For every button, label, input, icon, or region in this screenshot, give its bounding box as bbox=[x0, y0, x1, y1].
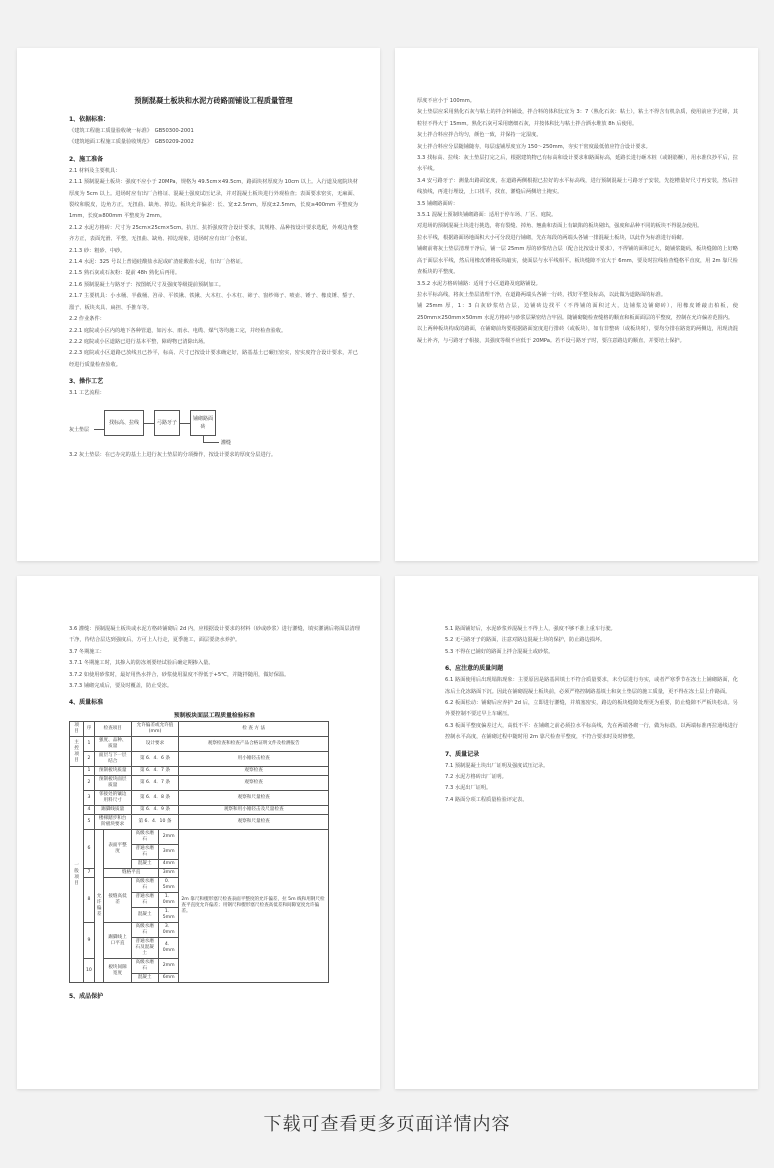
flow-box-curb: 弓路牙子 bbox=[154, 410, 180, 436]
paragraph: 7.4 路面分项工程质量检验评定表。 bbox=[445, 796, 528, 803]
paragraph: 2.2.2 庭院或小区道路已进行基本平整，障碍物已清除出场。 bbox=[69, 338, 209, 345]
paragraph: 2.1 材料及主要机具： bbox=[69, 167, 121, 174]
paragraph: 6.2 板面松动：铺砌后应养护 2d 后，立即进行灌缝，并填塞密实，路边的板块缝隙处理更为重要，防止缝隙不严板块松动。另外要控制不要过早上车碾压。 bbox=[445, 700, 738, 718]
table-cell: 1．0mm bbox=[158, 893, 178, 908]
table-row bbox=[70, 752, 329, 767]
group-label: 允许偏差 bbox=[94, 830, 104, 983]
flow-box-level: 找标高、拉线 bbox=[104, 410, 144, 436]
paragraph: 2.2.1 庭院或小区内的地下各种管道，如污水、雨水、电缆、煤气等均施工完，并经检查验收。 bbox=[69, 327, 287, 334]
table-row bbox=[70, 806, 329, 815]
table-row bbox=[70, 830, 329, 845]
table-cell: 3mm bbox=[158, 869, 178, 878]
section-heading: 3、操作工艺 bbox=[69, 378, 104, 386]
paragraph: 2.1.2 水泥方格砖：尺寸为 25cm×25cm×5cm。抗压、抗折强度符合设计要求，其规格、品种按设计要求选配，外观边角整齐方正，表面光滑、平整，无扭曲、缺角、掉边现象，进场时应有出厂合格证。 bbox=[69, 224, 358, 243]
table-cell: 2 bbox=[84, 776, 95, 791]
flow-start-label: 灰土垫层 bbox=[69, 426, 90, 433]
table-cell: 设计要求 bbox=[131, 737, 179, 752]
table-cell: 观察和尺量检查 bbox=[179, 791, 329, 806]
table-cell: 1 bbox=[84, 767, 95, 776]
table-cell: 高级水磨石 bbox=[131, 923, 158, 938]
paragraph: 3.5.1 混凝土预制块铺砌路面：适用于停车场、厂区、庭院。 bbox=[417, 212, 557, 219]
paragraph: 铺砌前将灰土垫层清理干净后，铺一层 25mm 厚的砂浆结合层（配合比按设计要求），不得铺的面积过大，随铺浆随码，板块缝隙的上好略高于面层水平线，然后用橡皮锤将板块敲实，使面层与水平线相平。板块缝隙不宜大于 6mm，要及时拉线检查缝格平直度，用 2m 靠尺检查板块的平整度。 bbox=[417, 246, 738, 276]
paragraph: 3.2 灰土垫层：在已办完的基土上进行灰土垫层的分项操作，按设计要求的厚度分层进行。 bbox=[69, 451, 277, 458]
table-cell: 观察检查 bbox=[179, 767, 329, 776]
table-cell: 高级水磨石 bbox=[131, 830, 158, 845]
paragraph: 灰土拌合料应拌合均匀，颜色一致，并保持一定湿度。 bbox=[417, 132, 542, 139]
table-cell: 6 bbox=[84, 830, 95, 869]
paragraph: 6.3 板面平整度偏差过大，高低不平：在铺砌之前必须拉水平标高线，先在两端各砌一行，做为标筋，以两端标准再拉通线进行控制水平高度，在铺砌过程中随时用 2m 靠尺检查平整度，不符合要求时及时修整。 bbox=[445, 722, 738, 741]
table-cell: 2 bbox=[84, 752, 95, 767]
table-cell: 普通水磨石 bbox=[131, 893, 158, 908]
paragraph: 2.1.1 预制混凝土板块：强度不应小于 20MPa，规格为 49.5cm×49.5cm，路面块材厚度为 10cm 以上。入行道及庭院块材厚度为 5cm 以上。进场时应有出厂合格证、混凝土强度试压记录，并对混凝土板块进行外观检查；表面要求密实，无麻面、裂纹和脱皮，边角方正，无扭曲、缺角、掉边。板块允许偏差：长、宽±2.5mm，厚度±2.5mm，长度≥400mm 平整度为 1mm，长度≥800mm 平整度为 2mm。 bbox=[69, 179, 358, 220]
table-cell: 10 bbox=[84, 959, 95, 983]
paragraph: 7.1 预制混凝土块出厂证明及强度试压记录。 bbox=[445, 762, 549, 769]
table-cell: 邻接处的镶边用料尺寸 bbox=[94, 791, 131, 806]
table-cell: 0．5mm bbox=[158, 878, 178, 893]
table-cell: 第 6．4．6 条 bbox=[131, 752, 179, 767]
table-cell: 第 6．4．7 条 bbox=[131, 767, 179, 776]
section-heading: 4、质量标准 bbox=[69, 699, 104, 707]
table-cell: 1．5mm bbox=[158, 908, 178, 923]
table-cell: 板块间隙宽度 bbox=[104, 959, 131, 983]
table-row bbox=[70, 776, 329, 791]
paragraph: 3.5 铺砌路面砖： bbox=[417, 200, 459, 207]
paragraph: 2.2.3 庭院或小区道路已放线且已抄平，标高、尺寸已按设计要求确定好，路基基土已碾压密实，密实度符合设计要求，并已经进行质量检查验收。 bbox=[69, 350, 358, 368]
section-heading: 2、施工准备 bbox=[69, 155, 104, 163]
table-cell: 2mm bbox=[158, 959, 178, 974]
table-cell: 7 bbox=[84, 869, 95, 878]
document-page-4 bbox=[395, 576, 758, 1089]
table-cell: 4 bbox=[84, 806, 95, 815]
table-cell: 2m 靠尺和楔形塞尺检查表面平整度的允许偏差，拉 5m 线和用钢尺检查平直度允许偏差；用钢尺和楔形塞尺检查高低差和间隙宽度允许偏差。 bbox=[179, 830, 329, 983]
paragraph: 2.1.3 砂：粗砂、中砂。 bbox=[69, 247, 126, 254]
download-more-link[interactable]: 下载可查看更多页面详情内容 bbox=[263, 1114, 511, 1135]
table-cell: 接缝高低差 bbox=[104, 878, 131, 923]
flow-end-label: 灌缝 bbox=[221, 439, 232, 446]
table-cell: 缝格平直 bbox=[104, 869, 158, 878]
table-cell: 9 bbox=[84, 923, 95, 959]
table-cell: 普通水磨石 bbox=[131, 845, 158, 860]
table-cell: 8 bbox=[84, 878, 95, 923]
table-row bbox=[70, 791, 329, 806]
paragraph: 《建筑地面工程施工质量验收规范》 GB50209-2002 bbox=[69, 139, 194, 146]
table-cell: 5 bbox=[84, 815, 95, 830]
paragraph: 3.7.1 冬期施工时，其掺入的防冻剂要经试验后确定期掺入量。 bbox=[69, 660, 214, 667]
paragraph: 6.1 路面使用后出现塌陷现象：主要原因是路基回填土不符合质量要求，未分层进行夯实，或者严寒季节在冻土上铺砌路面，化冻后土化冻路面下沉。因此在铺砌混凝土板块前，必须严格控制路基填土和灰土垫层的施工质量，更不得在冻土层上作路面。 bbox=[445, 677, 738, 695]
table-cell: 楼梯踏步和台阶板块要求 bbox=[94, 815, 131, 830]
group-label: 主控项目 bbox=[70, 737, 84, 767]
paragraph: 厚度不应小于 100mm。 bbox=[417, 98, 475, 104]
paragraph: 《建筑工程施工质量验收统一标准》 GB50300-2001 bbox=[69, 128, 194, 134]
document-title: 预制混凝土板块和水泥方砖路面铺设工程质量管理 bbox=[134, 96, 293, 105]
paragraph: 灰土垫层应采用熟化石灰与粘土的拌合料铺设，拌合料的体积比宜为 3：7（熟化石灰：粘土），粘土不得含有机杂质，使用前应予过筛，其粒径不得大于 15mm。熟化石灰可采用磨细石灰，并按体积比与粘土拌合洒水堆放 8h 后使用。 bbox=[417, 109, 738, 127]
table-cell: 混凝土 bbox=[131, 974, 158, 983]
table-cell: 3mm bbox=[158, 845, 178, 860]
flow-box-paving: 铺砌路面砖 bbox=[190, 410, 216, 436]
paragraph: 5.3 不得在已铺好的路面上拌合混凝土或砂浆。 bbox=[445, 648, 554, 655]
table-cell: 混凝土 bbox=[131, 860, 158, 869]
table-cell: 踢脚线质量 bbox=[94, 806, 131, 815]
table-cell: 用小锤轻击检查 bbox=[179, 752, 329, 767]
quality-standard-table bbox=[69, 721, 329, 983]
group-label: 一般项目 bbox=[70, 767, 84, 983]
flow-connector bbox=[180, 423, 190, 424]
table-cell: 面层与下一层结合 bbox=[94, 752, 131, 767]
paragraph: 3.3 找标高、拉线：灰土垫层打完之后，根据建筑物已有标高和设计要求和路面标高，延路长进行砸木桩（或钢筋橛），用水准仪抄平后，拉水平线。 bbox=[417, 155, 738, 173]
table-row bbox=[70, 767, 329, 776]
paragraph: 5.2 无弓路牙子的路面，注意对路边混凝土块的保护，防止路边损坏。 bbox=[445, 637, 606, 644]
paragraph: 2.1.4 水泥：325 号以上普通硅酸盐水泥或矿渣硅酸盐水泥，有出厂合格证。 bbox=[69, 259, 246, 266]
paragraph: 3.5.2 水泥方格砖铺路：适用于小区道路及庭路铺设。 bbox=[417, 280, 541, 287]
table-cell: 3 bbox=[84, 791, 95, 806]
flow-connector bbox=[144, 423, 154, 424]
paragraph: 5.1 路面铺好后，水泥砂浆养混凝土不得上人，强度不够不准上重车行驶。 bbox=[445, 626, 616, 632]
table-cell: 高级水磨石 bbox=[131, 878, 158, 893]
table-cell: 混凝土 bbox=[131, 908, 158, 923]
table-cell: 观察和尺量检查 bbox=[179, 815, 329, 830]
table-cell: 高级水磨石 bbox=[131, 959, 158, 974]
paragraph: 7.2 水泥方格砖出厂证明。 bbox=[445, 774, 507, 781]
table-row bbox=[70, 737, 329, 752]
table-header: 检 查 方 法 bbox=[179, 722, 329, 737]
paragraph: 以上两种板块构成的路面，在铺砌前均要根据路面宽度进行排砖（或板块），如有非整砖（或板块时），要均分排在路宽的两侧边，用现浇混凝土补齐，与弓路牙子相接，其强度等级不应低于 20MPa。若不设弓路牙子时，要注意路边的顺直，并要培土保护。 bbox=[417, 326, 738, 344]
table-cell: 第 6．4．7 条 bbox=[131, 776, 179, 791]
table-cell: 4．0mm bbox=[158, 938, 178, 959]
section-heading: 7、质量记录 bbox=[445, 750, 480, 758]
flow-connector bbox=[94, 429, 104, 430]
table-cell: 1 bbox=[84, 737, 95, 752]
paragraph: 2.2 作业条件： bbox=[69, 316, 105, 323]
paragraph: 3.6 灌缝：预制混凝土板块或水泥方格砖铺砌后 2d 内，应根据设计要求的材料（砂或砂浆）进行灌缝，填实灌满后将面层清理干净，待结合层达到强度后，方可上人行走，夏季施工，面层要浇水养护。 bbox=[69, 626, 360, 644]
table-header: 检查项目 bbox=[94, 722, 131, 737]
section-heading: 5、成品保护 bbox=[69, 993, 104, 1001]
table-cell: 强度、品种、质量 bbox=[94, 737, 131, 752]
table-cell: 3．0mm bbox=[158, 923, 178, 938]
table-cell: 第 6．4．9 条 bbox=[131, 806, 179, 815]
paragraph: 拉水平线，根据路面场地面积大小可分段进行铺砌，先在每段的两端头各铺一排混凝土板块，以此作为标准进行码砌。 bbox=[417, 234, 687, 241]
paragraph: 对进场的预制混凝土块进行挑选，将有裂缝、掉角、翘曲和表面上有缺陷的板块剔出，强度和品种不同的板块不得混杂使用。 bbox=[417, 223, 703, 230]
document-page-3 bbox=[17, 576, 380, 1089]
section-heading: 6、应注意的质量问题 bbox=[445, 665, 504, 673]
table-cell: 预制板块质量 bbox=[94, 767, 131, 776]
paragraph: 2.1.6 预制混凝土与路牙子：按图纸尺寸及强度等级提前预制加工。 bbox=[69, 281, 224, 288]
table-cell: 普通水磨石及混凝土 bbox=[131, 938, 158, 959]
paragraph: 2.1.7 主要机具：小水桶、半截桶、笤帚、平铁锹、铁锹、大木杠、小木杠、筛子、窗纱筛子、喷壶、锤子、橡皮锤、錾子、溜子、板块夹具、扁担、手推车等。 bbox=[69, 293, 358, 311]
table-cell: 观察检查和检查产品合格证明文件及检测报告 bbox=[179, 737, 329, 752]
flow-connector bbox=[203, 442, 219, 443]
table-cell: 6mm bbox=[158, 974, 178, 983]
table-header: 项目 bbox=[70, 722, 84, 737]
paragraph: 3.7 冬期施工： bbox=[69, 648, 105, 655]
document-page-2 bbox=[395, 48, 758, 561]
process-flow-diagram bbox=[69, 404, 358, 444]
table-title: 预制板块面层工程质量检验标准 bbox=[173, 713, 256, 720]
table-cell: 2mm bbox=[158, 830, 178, 845]
paragraph: 7.3 水泥出厂证明。 bbox=[445, 785, 492, 792]
table-cell: 观察检查 bbox=[179, 776, 329, 791]
paragraph: 拉水平标高线，将灰土垫层清理干净，在道路两端头各铺一行砖，找好平整及标高，以此做为道路面的标准。 bbox=[417, 291, 667, 298]
paragraph: 灰土拌合料应分层随铺随夯，每层虚铺厚度宜为 150～250mm，夯实干密度最低值应符合设计要求。 bbox=[417, 143, 651, 150]
table-cell: 4mm bbox=[158, 860, 178, 869]
table-cell: 预制板块面层质量 bbox=[94, 776, 131, 791]
table-header: 序 bbox=[84, 722, 95, 737]
table-row bbox=[70, 815, 329, 830]
paragraph: 3.4 安弓路牙子：测量出路面宽度，在道路两侧根据已拉好的水平标高线，进行预制混凝土弓路牙子安装，先挖槽量好尺寸再安装，然后挂线放线，再进行埋设，上口找平，找直，灌缝后两侧培土掩实。 bbox=[417, 177, 738, 196]
paragraph: 2.1.5 熟石灰或石灰粉：提前 48h 熟化后再用。 bbox=[69, 270, 181, 277]
paragraph: 3.7.3 铺砌完成后，要及时覆盖，防止受冻。 bbox=[69, 683, 173, 690]
table-cell: 第 6．4．10 条 bbox=[131, 815, 179, 830]
table-header-row bbox=[70, 722, 329, 737]
table-cell: 第 6．4．8 条 bbox=[131, 791, 179, 806]
paragraph: 3.7.2 如使用砂浆时，最好用热水拌合，砂浆使用温度不得低于+5℃，并随拌随用，做好保温。 bbox=[69, 671, 290, 678]
paragraph: 铺 25mm 厚，1：3 白灰砂浆结合层，边铺砖边找平（不得铺的面积过大，边铺浆边铺砌砖），用橡皮锤敲击柏板，使 250mm×250mm×50mm 水泥方格砖与砂浆层紧密结合牢固。随铺砌随检查缝格的顺直和板面面层的平整度，控制在允许偏差范围内。 bbox=[417, 303, 738, 321]
paragraph: 3.1 工艺流程： bbox=[69, 390, 105, 397]
table-cell: 观察和用小锤轻击及尺量检查 bbox=[179, 806, 329, 815]
table-cell: 踢脚线上口平直 bbox=[104, 923, 131, 959]
section-heading: 1、依据标准： bbox=[69, 116, 110, 123]
document-page-1 bbox=[17, 48, 380, 561]
table-cell: 表面平整度 bbox=[104, 830, 131, 869]
table-header: 允许偏差或允许值(mm) bbox=[131, 722, 179, 737]
